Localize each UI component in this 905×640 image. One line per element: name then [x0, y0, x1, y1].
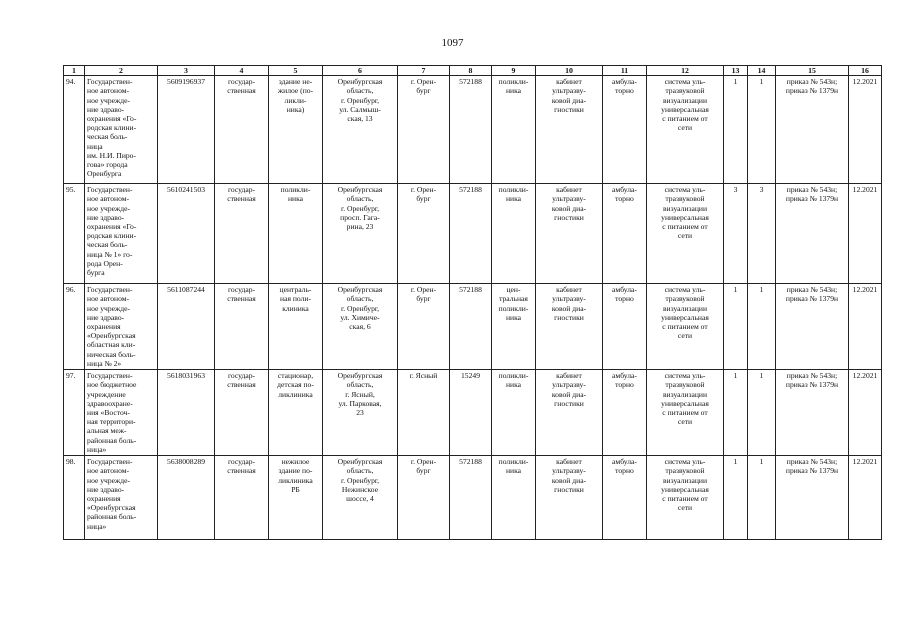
- care-condition-line: торно: [615, 380, 634, 390]
- locality: [398, 456, 450, 540]
- address-line: Оренбургская: [337, 371, 383, 381]
- organization-name-line: Государствен-: [87, 285, 133, 295]
- address-line: Оренбургская: [337, 77, 383, 87]
- table-row: [64, 456, 882, 540]
- organization-name-line: родская клини-: [87, 123, 137, 133]
- room-type: [536, 76, 603, 184]
- facility-type: [492, 184, 536, 284]
- room-type-line: ковой диа-: [551, 475, 587, 485]
- facility-type-line: ника: [505, 86, 522, 96]
- room-type-line: ковой диа-: [551, 389, 587, 399]
- orders: [776, 370, 849, 456]
- orders: [776, 284, 849, 370]
- care-condition: [603, 370, 647, 456]
- room-type-line: ковой диа-: [551, 95, 587, 105]
- address-line: ская, 13: [347, 114, 373, 124]
- quantity-col14: 1: [748, 284, 776, 370]
- address-line: Оренбургская: [337, 185, 383, 195]
- room-type-line: гностики: [554, 212, 584, 222]
- inn: 5610241503: [158, 184, 215, 284]
- quantity-col13: 1: [724, 284, 748, 370]
- date: 12.2021: [849, 370, 882, 456]
- equipment-system-line: тразвуковой: [665, 466, 705, 476]
- equipment-system-line: тразвуковой: [665, 380, 705, 390]
- care-condition: [603, 284, 647, 370]
- quantity-col13: 1: [724, 76, 748, 184]
- orders-line: приказ № 543н;: [786, 77, 838, 87]
- organization-name-line: Государствен-: [87, 457, 133, 467]
- room-type-line: гностики: [554, 312, 584, 322]
- equipment-system-line: универсальная: [661, 312, 709, 322]
- address-line: Нежинское: [341, 484, 379, 494]
- locality-line: бург: [416, 294, 431, 304]
- organization-name-line: ное учрежде-: [87, 203, 131, 213]
- care-condition: [603, 76, 647, 184]
- organization-name: [85, 284, 158, 370]
- care-condition-line: амбула-: [612, 185, 637, 195]
- organization-name-line: ное автоном-: [87, 194, 130, 204]
- ownership-type-line: государ-: [227, 185, 256, 195]
- organization-name-line: ное автоном-: [87, 466, 130, 476]
- building-type: [269, 184, 323, 284]
- organization-name-line: ческая боль-: [87, 132, 128, 142]
- locality-line: бург: [416, 466, 431, 476]
- organization-name-line: ница № 2»: [87, 358, 122, 368]
- ownership-type: [215, 76, 269, 184]
- column-number: 7: [398, 66, 450, 76]
- equipment-system-line: универсальная: [661, 212, 709, 222]
- organization-name-line: ная территори-: [87, 417, 136, 427]
- facility-type: [492, 456, 536, 540]
- organization-name-line: охранения: [87, 494, 121, 504]
- organization-name-line: областная кли-: [87, 340, 136, 350]
- equipment-system: [647, 370, 724, 456]
- organization-name-line: ние здраво-: [87, 212, 125, 222]
- row-number: 98.: [64, 456, 85, 540]
- orders: [776, 456, 849, 540]
- quantity-col14: 1: [748, 456, 776, 540]
- organization-name-line: ное учрежде-: [87, 303, 131, 313]
- population: 572188: [450, 76, 492, 184]
- population: 572188: [450, 284, 492, 370]
- room-type-line: кабинет: [556, 371, 582, 381]
- building-type: [269, 370, 323, 456]
- organization-name-line: «Оренбургская: [87, 503, 136, 513]
- building-type-line: клиника: [282, 303, 309, 313]
- locality: [398, 370, 450, 456]
- room-type-line: гностики: [554, 398, 584, 408]
- room-type: [536, 456, 603, 540]
- room-type-line: кабинет: [556, 77, 582, 87]
- address-line: область,: [346, 86, 374, 96]
- care-condition-line: амбула-: [612, 285, 637, 295]
- inn: 5618031963: [158, 370, 215, 456]
- organization-name-line: ние здраво-: [87, 104, 125, 114]
- equipment-system-line: тразвуковой: [665, 194, 705, 204]
- column-number: 4: [215, 66, 269, 76]
- row-number: 97.: [64, 370, 85, 456]
- room-type: [536, 184, 603, 284]
- ownership-type-line: ственная: [227, 194, 256, 204]
- organization-name-line: родская клини-: [87, 231, 137, 241]
- address: [323, 76, 398, 184]
- orders-line: приказ № 543н;: [786, 185, 838, 195]
- building-type-line: поликли-: [280, 185, 311, 195]
- locality-line: г. Орен-: [410, 185, 437, 195]
- ownership-type-line: государ-: [227, 77, 256, 87]
- equipment-system-line: сети: [677, 231, 693, 241]
- ownership-type-line: ственная: [227, 86, 256, 96]
- organization-name: [85, 370, 158, 456]
- date: 12.2021: [849, 184, 882, 284]
- locality: [398, 76, 450, 184]
- ownership-type: [215, 370, 269, 456]
- address-line: рина, 23: [346, 222, 374, 232]
- care-condition-line: торно: [615, 466, 634, 476]
- date: 12.2021: [849, 284, 882, 370]
- address-line: г. Оренбург,: [340, 303, 380, 313]
- address: [323, 370, 398, 456]
- column-number: 11: [603, 66, 647, 76]
- organization-name-line: бурга: [87, 268, 105, 278]
- locality-line: г. Ясный: [409, 371, 438, 381]
- orders-line: приказ № 1379н: [785, 466, 839, 476]
- table-row: [64, 370, 882, 456]
- column-number-row: [64, 66, 882, 76]
- organization-name-line: им. Н.И. Пиро-: [87, 150, 136, 160]
- equipment-system-line: сети: [677, 331, 693, 341]
- equipment-system-line: визуализации: [662, 389, 708, 399]
- orders: [776, 76, 849, 184]
- organization-name-line: Государствен-: [87, 185, 133, 195]
- care-condition-line: торно: [615, 294, 634, 304]
- building-type-line: централь-: [279, 285, 312, 295]
- row-number: 96.: [64, 284, 85, 370]
- organization-name-line: ческая боль-: [87, 240, 128, 250]
- equipment-system-line: с питанием от: [662, 322, 708, 332]
- orders-line: приказ № 1379н: [785, 380, 839, 390]
- organization-name-line: охранения «Го-: [87, 114, 137, 124]
- organization-name: [85, 184, 158, 284]
- building-type-line: ная поли-: [280, 294, 311, 304]
- room-type-line: гностики: [554, 104, 584, 114]
- equipment-system-line: тразвуковой: [665, 86, 705, 96]
- building-type-line: ника): [286, 104, 305, 114]
- equipment-system-line: с питанием от: [662, 408, 708, 418]
- facility-type-line: поликли-: [498, 185, 529, 195]
- column-number: 9: [492, 66, 536, 76]
- equipment-system-line: сети: [677, 123, 693, 133]
- address-line: Оренбургская: [337, 285, 383, 295]
- facility-type: [492, 76, 536, 184]
- organization-name-line: Государствен-: [87, 371, 133, 381]
- equipment-system-line: система уль-: [664, 185, 706, 195]
- facility-type-line: ника: [505, 312, 522, 322]
- equipment-system-line: универсальная: [661, 484, 709, 494]
- care-condition-line: амбула-: [612, 457, 637, 467]
- ownership-type-line: государ-: [227, 371, 256, 381]
- inn: 5609196937: [158, 76, 215, 184]
- organization-name-line: ние здраво-: [87, 484, 125, 494]
- organization-name-line: ние здраво-: [87, 312, 125, 322]
- facility-type-line: поликли-: [498, 457, 529, 467]
- building-type: [269, 456, 323, 540]
- equipment-system-line: универсальная: [661, 398, 709, 408]
- address-line: область,: [346, 380, 374, 390]
- population: 572188: [450, 456, 492, 540]
- column-number: 5: [269, 66, 323, 76]
- orders-line: приказ № 543н;: [786, 371, 838, 381]
- organization-name-line: ное бюджетное: [87, 380, 137, 390]
- column-number: 1: [64, 66, 85, 76]
- room-type-line: кабинет: [556, 185, 582, 195]
- organization-name-line: здравоохране-: [87, 398, 133, 408]
- equipment-system: [647, 184, 724, 284]
- address-line: ская, 6: [349, 322, 371, 332]
- facility-type-line: поликли-: [498, 371, 529, 381]
- building-type-line: ника: [287, 194, 304, 204]
- care-condition: [603, 184, 647, 284]
- address-line: просп. Гага-: [340, 212, 380, 222]
- row-number: 94.: [64, 76, 85, 184]
- column-number: 2: [85, 66, 158, 76]
- orders-line: приказ № 1379н: [785, 194, 839, 204]
- locality-line: г. Орен-: [410, 285, 437, 295]
- orders-line: приказ № 543н;: [786, 457, 838, 467]
- room-type-line: кабинет: [556, 457, 582, 467]
- orders-line: приказ № 1379н: [785, 294, 839, 304]
- room-type-line: ультразву-: [552, 194, 586, 204]
- building-type-line: здание не-: [278, 77, 313, 87]
- orders-line: приказ № 1379н: [785, 86, 839, 96]
- organization-name-line: учреждение: [87, 389, 126, 399]
- organization-name-line: районная боль-: [87, 435, 137, 445]
- quantity-col13: 1: [724, 370, 748, 456]
- column-number: 6: [323, 66, 398, 76]
- facility-type-line: поликли-: [498, 77, 529, 87]
- equipment-system-line: с питанием от: [662, 222, 708, 232]
- address: [323, 184, 398, 284]
- equipment-system-line: система уль-: [664, 371, 706, 381]
- organization-name-line: ное автоном-: [87, 294, 130, 304]
- address-line: г. Оренбург,: [340, 475, 380, 485]
- equipment-system-line: визуализации: [662, 203, 708, 213]
- equipment-system-line: сети: [677, 503, 693, 513]
- address: [323, 284, 398, 370]
- equipment-system-line: система уль-: [664, 285, 706, 295]
- orders: [776, 184, 849, 284]
- table-row: [64, 76, 882, 184]
- building-type-line: ликлиника: [278, 389, 313, 399]
- room-type-line: ультразву-: [552, 86, 586, 96]
- address-line: область,: [346, 194, 374, 204]
- quantity-col13: 3: [724, 184, 748, 284]
- building-type: [269, 284, 323, 370]
- table-row: [64, 184, 882, 284]
- organization-name-line: Оренбурга: [87, 169, 122, 179]
- equipment-system-line: система уль-: [664, 457, 706, 467]
- organization-name-line: ное учрежде-: [87, 95, 131, 105]
- date: 12.2021: [849, 76, 882, 184]
- building-type-line: здание по-: [278, 466, 313, 476]
- population: 15249: [450, 370, 492, 456]
- address-line: ул. Салмыш-: [339, 104, 381, 114]
- room-type-line: ультразву-: [552, 294, 586, 304]
- organization-name-line: ница»: [87, 521, 107, 531]
- building-type-line: РБ: [291, 484, 300, 494]
- organization-name-line: альная меж-: [87, 426, 127, 436]
- organization-name-line: ница»: [87, 444, 107, 454]
- equipment-system-line: визуализации: [662, 95, 708, 105]
- facility-type-line: цен-: [506, 285, 521, 295]
- address-line: г. Ясный,: [345, 389, 375, 399]
- ownership-type: [215, 184, 269, 284]
- organization-name-line: гова» города: [87, 160, 128, 170]
- organization-name-line: районная боль-: [87, 512, 137, 522]
- orders-line: приказ № 543н;: [786, 285, 838, 295]
- room-type-line: кабинет: [556, 285, 582, 295]
- quantity-col14: 1: [748, 76, 776, 184]
- care-condition-line: торно: [615, 194, 634, 204]
- equipment-system-line: универсальная: [661, 104, 709, 114]
- address-line: г. Оренбург,: [340, 95, 380, 105]
- inn: 5611087244: [158, 284, 215, 370]
- organization-name-line: ница: [87, 141, 103, 151]
- organization-name-line: охранения: [87, 322, 121, 332]
- care-condition-line: торно: [615, 86, 634, 96]
- address-line: ул. Парковая,: [338, 398, 382, 408]
- registry-table: [63, 65, 882, 540]
- locality-line: г. Орен-: [410, 77, 437, 87]
- organization-name-line: охранения «Го-: [87, 222, 137, 232]
- quantity-col14: 3: [748, 184, 776, 284]
- ownership-type: [215, 456, 269, 540]
- address-line: г. Оренбург,: [340, 203, 380, 213]
- room-type-line: ультразву-: [552, 380, 586, 390]
- organization-name-line: «Оренбургская: [87, 331, 136, 341]
- organization-name-line: ница № 1» го-: [87, 249, 133, 259]
- address-line: шоссе, 4: [346, 494, 374, 504]
- address-line: область,: [346, 294, 374, 304]
- equipment-system: [647, 76, 724, 184]
- column-number: 12: [647, 66, 724, 76]
- table-row: [64, 284, 882, 370]
- facility-type: [492, 284, 536, 370]
- ownership-type-line: ственная: [227, 380, 256, 390]
- inn: 5638008289: [158, 456, 215, 540]
- building-type-line: стационар,: [277, 371, 314, 381]
- equipment-system-line: визуализации: [662, 303, 708, 313]
- organization-name-line: ния «Восточ-: [87, 408, 130, 418]
- ownership-type-line: государ-: [227, 457, 256, 467]
- equipment-system-line: визуализации: [662, 475, 708, 485]
- equipment-system: [647, 456, 724, 540]
- equipment-system: [647, 284, 724, 370]
- facility-type-line: тральная: [499, 294, 528, 304]
- organization-name: [85, 76, 158, 184]
- organization-name-line: ническая боль-: [87, 349, 136, 359]
- room-type: [536, 284, 603, 370]
- room-type-line: ультразву-: [552, 466, 586, 476]
- facility-type-line: ника: [505, 194, 522, 204]
- organization-name-line: ное автоном-: [87, 86, 130, 96]
- column-number: 8: [450, 66, 492, 76]
- locality: [398, 284, 450, 370]
- locality-line: бург: [416, 86, 431, 96]
- quantity-col14: 1: [748, 370, 776, 456]
- building-type-line: жилое (по-: [277, 86, 314, 96]
- building-type-line: ликлиника: [278, 475, 313, 485]
- date: 12.2021: [849, 456, 882, 540]
- facility-type-line: ника: [505, 466, 522, 476]
- locality-line: бург: [416, 194, 431, 204]
- address-line: область,: [346, 466, 374, 476]
- care-condition-line: амбула-: [612, 77, 637, 87]
- ownership-type-line: ственная: [227, 466, 256, 476]
- address: [323, 456, 398, 540]
- column-number: 15: [776, 66, 849, 76]
- column-number: 13: [724, 66, 748, 76]
- quantity-col13: 1: [724, 456, 748, 540]
- equipment-system-line: с питанием от: [662, 494, 708, 504]
- care-condition: [603, 456, 647, 540]
- facility-type-line: ника: [505, 380, 522, 390]
- page-number: 1097: [441, 37, 464, 49]
- equipment-system-line: система уль-: [664, 77, 706, 87]
- facility-type: [492, 370, 536, 456]
- building-type: [269, 76, 323, 184]
- locality: [398, 184, 450, 284]
- ownership-type: [215, 284, 269, 370]
- organization-name-line: рода Орен-: [87, 258, 123, 268]
- room-type-line: гностики: [554, 484, 584, 494]
- equipment-system-line: сети: [677, 417, 693, 427]
- address-line: Оренбургская: [337, 457, 383, 467]
- facility-type-line: поликли-: [498, 303, 529, 313]
- column-number: 10: [536, 66, 603, 76]
- row-number: 95.: [64, 184, 85, 284]
- locality-line: г. Орен-: [410, 457, 437, 467]
- room-type: [536, 370, 603, 456]
- ownership-type-line: государ-: [227, 285, 256, 295]
- column-number: 3: [158, 66, 215, 76]
- care-condition-line: амбула-: [612, 371, 637, 381]
- address-line: 23: [356, 408, 364, 418]
- building-type-line: детская по-: [277, 380, 314, 390]
- address-line: ул. Химиче-: [340, 312, 380, 322]
- column-number: 14: [748, 66, 776, 76]
- organization-name: [85, 456, 158, 540]
- organization-name-line: Государствен-: [87, 77, 133, 87]
- equipment-system-line: тразвуковой: [665, 294, 705, 304]
- building-type-line: ликли-: [284, 95, 307, 105]
- room-type-line: ковой диа-: [551, 303, 587, 313]
- building-type-line: нежилое: [281, 457, 310, 467]
- room-type-line: ковой диа-: [551, 203, 587, 213]
- registry-body: [64, 76, 882, 540]
- ownership-type-line: ственная: [227, 294, 256, 304]
- equipment-system-line: с питанием от: [662, 114, 708, 124]
- organization-name-line: ное учрежде-: [87, 475, 131, 485]
- population: 572188: [450, 184, 492, 284]
- column-number: 16: [849, 66, 882, 76]
